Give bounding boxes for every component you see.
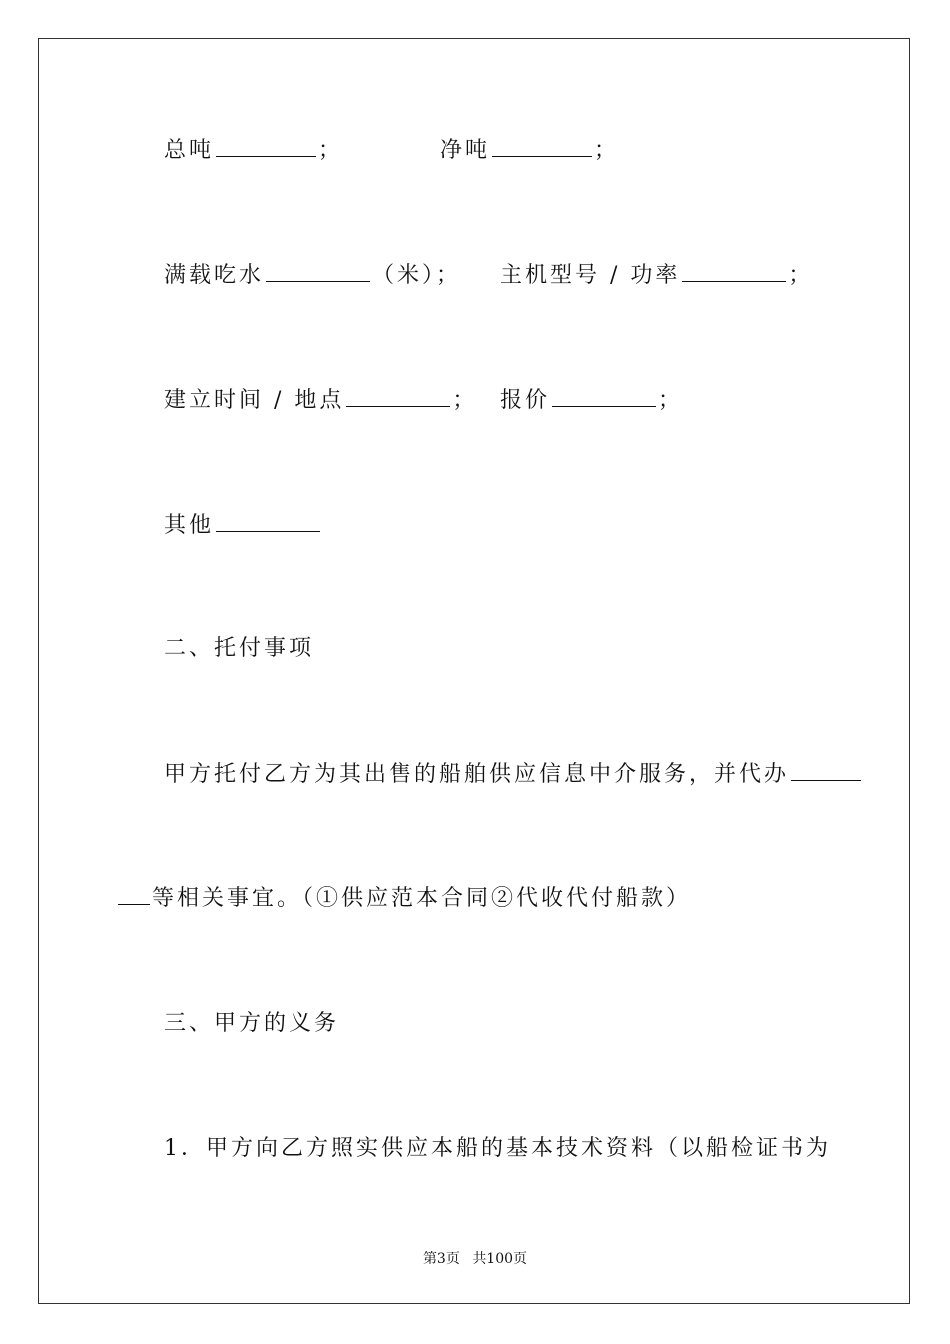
draft-unit: （米）； xyxy=(372,263,462,288)
net-tonnage-label: 净吨 xyxy=(440,138,491,163)
section-2-body-text1: 甲方托付乙方为其出售的船舶供应信息中介服务，并代办 xyxy=(164,762,790,787)
engine-row xyxy=(500,261,813,291)
gross-tonnage-semicolon: ； xyxy=(318,138,344,163)
net-tonnage-semicolon: ； xyxy=(594,138,620,163)
net-tonnage-blank[interactable] xyxy=(492,136,592,157)
engine-label: 主机型号 / 功率 xyxy=(500,263,681,288)
page-number-total: 共100页 xyxy=(472,1251,528,1267)
other-label: 其他 xyxy=(164,513,215,538)
gross-tonnage-row xyxy=(164,136,343,166)
build-semicolon: ； xyxy=(452,388,478,413)
quote-semicolon: ； xyxy=(658,388,684,413)
other-blank[interactable] xyxy=(216,511,320,532)
build-label: 建立时间 / 地点 xyxy=(164,388,345,413)
section-3-item-1: 1．甲方向乙方照实供应本船的基本技术资料（以船检证书为 xyxy=(164,1136,831,1161)
other-row xyxy=(164,511,322,541)
net-tonnage-row xyxy=(440,136,619,166)
gross-tonnage-label: 总吨 xyxy=(164,138,215,163)
page-number-current: 第3页 xyxy=(422,1251,460,1267)
agency-blank-part2[interactable] xyxy=(118,884,150,905)
build-row xyxy=(164,386,477,416)
section-3-heading: 三、甲方的义务 xyxy=(164,1011,340,1036)
page-frame xyxy=(38,38,910,1304)
gross-tonnage-blank[interactable] xyxy=(216,136,316,157)
draft-row xyxy=(164,261,461,291)
quote-label: 报价 xyxy=(500,388,551,413)
engine-semicolon: ； xyxy=(788,263,814,288)
quote-row xyxy=(500,386,683,416)
section-2-body-text2: 等相关事宜。（①供应范本合同②代收代付船款） xyxy=(152,886,692,911)
agency-blank-part1[interactable] xyxy=(791,760,861,781)
build-blank[interactable] xyxy=(346,386,450,407)
section-2-heading: 二、托付事项 xyxy=(164,636,315,661)
page-footer xyxy=(0,1248,950,1268)
draft-blank[interactable] xyxy=(266,261,370,282)
section-2-body-line1 xyxy=(164,760,863,790)
section-2-body-line2 xyxy=(116,884,691,914)
quote-blank[interactable] xyxy=(552,386,656,407)
draft-label: 满载吃水 xyxy=(164,263,265,288)
engine-blank[interactable] xyxy=(682,261,786,282)
